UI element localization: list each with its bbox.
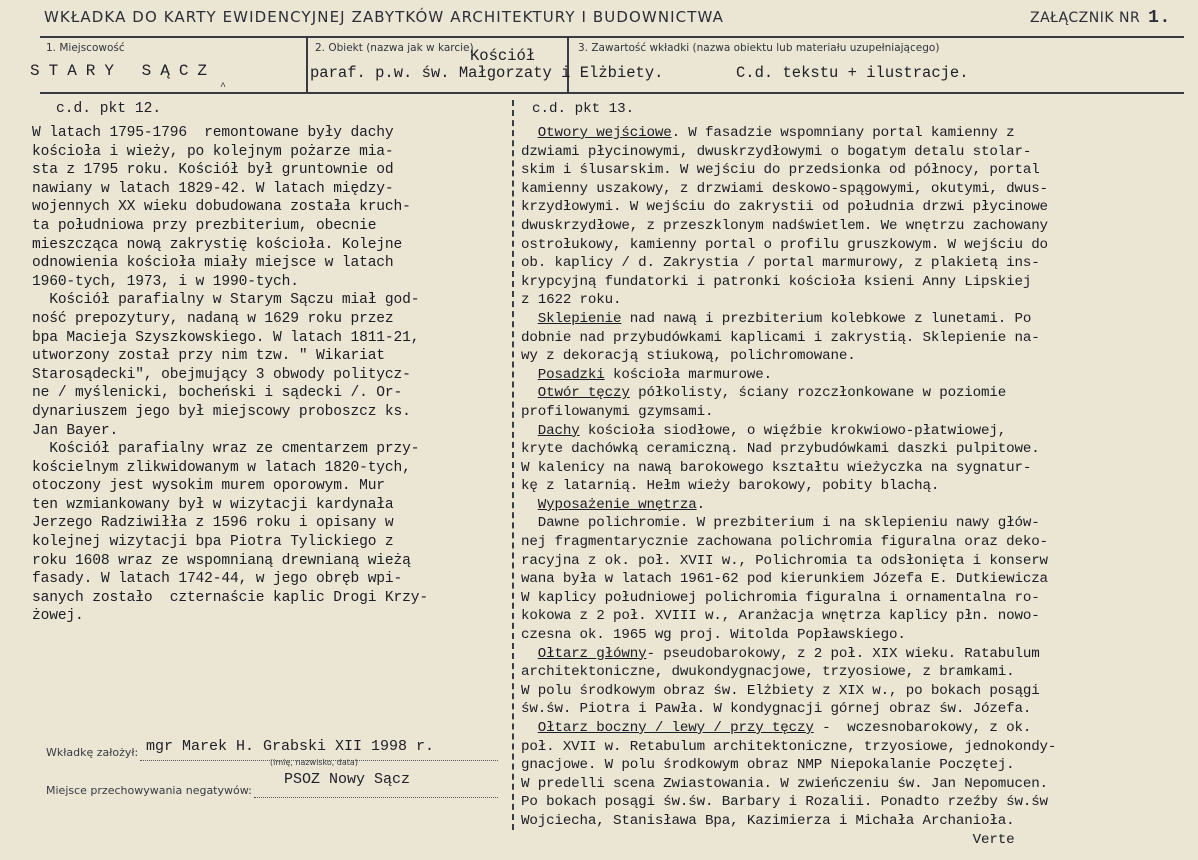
right-text-line: dzwiami płycinowymi, dwuskrzydłowymi o bogatym detalu stolar- <box>521 143 1032 160</box>
annex-label-text: ZAŁĄCZNIK NR <box>1030 10 1141 26</box>
right-text-line: Sklepienie nad nawą i prezbiterium kolebkowe z lunetami. Po <box>537 310 1032 327</box>
section-heading: Wyposażenie wnętrza <box>537 496 697 513</box>
right-text-line: wana była w latach 1961-62 pod kierunkiem Józefa E. Dutkiewicza <box>521 571 1048 588</box>
left-text-line: nawiany w latach 1829-42. W latach między- <box>32 180 394 197</box>
left-text-line: Kościół parafialny w Starym Sączu miał god- <box>32 292 420 309</box>
right-text-line: św.św. Piotra i Pawła. W kondygnacji górnej obraz św. Józefa. <box>521 701 1032 718</box>
left-text-line: wojennych XX wieku dobudowana została kruch- <box>32 199 411 216</box>
left-text-line: utworzony został przy nim tzw. " Wikariat <box>32 348 385 365</box>
right-text-line: Otwór tęczy półkolisty, ściany rozczłonkowane w poziomie <box>537 385 1007 402</box>
card-title: WKŁADKA DO KARTY EWIDENCYJNEJ ZABYTKÓW ARCHITEKTURY I BUDOWNICTWA <box>44 8 724 26</box>
author-label: Wkładkę założył: <box>46 746 139 759</box>
right-text-line: skim i ślusarskim. W wejściu do przedsionka od północy, portal <box>521 162 1040 179</box>
right-text-line: Ołtarz boczny / lewy / przy tęczy - wczesnobarokowy, z ok. <box>537 720 1032 736</box>
object-label: 2. Obiekt (nazwa jak w karcie) <box>315 42 474 54</box>
right-text-line: architektoniczne, dwukondygnacjowe, trzyosiowe, z bramkami. <box>521 664 1015 681</box>
location-label: 1. Miejscowość <box>46 42 125 54</box>
right-text-line: W kalenicy na nawą barokowego kształtu wieżyczka na sygnatur- <box>521 459 1032 476</box>
author-hint: (imię, nazwisko, data) <box>270 758 358 767</box>
section-heading: Ołtarz boczny / lewy / przy tęczy <box>537 720 814 736</box>
left-text-line: kolejnej wizytacji bpa Piotra Tylickiego z <box>32 534 394 551</box>
location-value: STARY SĄCZ <box>30 62 217 80</box>
right-text-line: dwuskrzydłowe, z przeszklonym nadświetlem. We wnętrzu zachowany <box>521 217 1048 234</box>
right-text-line: z 1622 roku. <box>521 292 622 309</box>
right-text-line: wy z dekoracją stiukową, polichromowane. <box>521 348 856 365</box>
left-heading: c.d. pkt 12. <box>56 101 162 117</box>
right-text-line: Otwory wejściowe. W fasadzie wspomniany portal kamienny z <box>537 125 1015 141</box>
right-text-line: kryte dachówką ceramiczną. Nad przybudówkami daszki pulpitowe. <box>521 441 1040 458</box>
left-text-line: Jan Bayer. <box>32 422 119 439</box>
right-text-line: kę z latarnią. Hełm wieży barokowy, pobity blachą. <box>521 478 940 495</box>
left-text-line: roku 1608 wraz ze wspomnianą drewnianą wieżą <box>32 552 411 569</box>
left-text-line: Kościół parafialny wraz ze cmentarzem przy- <box>32 441 420 458</box>
right-text-line: krzydłowymi. W wejściu do zakrystii od południa drzwi płycinowe <box>521 199 1048 216</box>
left-text-line: fasady. W latach 1742-44, w jego obręb wpi- <box>32 571 403 588</box>
right-text-line: poł. XVII w. Retabulum architektoniczne, trzyosiowe, jednokondy- <box>521 738 1057 755</box>
left-text-line: odnowienia kościoła miały miejsce w latach <box>32 255 394 272</box>
right-text-line: Wyposażenie wnętrza. <box>537 496 706 513</box>
right-text-line: kamienny uszakowy, z drzwiami deskowo-spągowymi, okutymi, dwus- <box>521 180 1048 197</box>
right-text-line: racyjna z ok. poł. XVII w., Polichromia ta odsłonięta i konserw <box>521 552 1048 569</box>
right-text-line: Posadzki kościoła marmurowe. <box>537 366 772 383</box>
section-heading: Ołtarz główny <box>537 645 647 662</box>
left-text-line: Starosądecki", obejmujący 3 obwody politycz- <box>32 366 411 383</box>
right-text-line: W kaplicy południowej polichromia figuralna i ornamentalna ro- <box>521 589 1040 606</box>
left-text-line: ten wzmiankowany był w wizytacji kardynała <box>32 496 394 513</box>
left-text-line: ta południowa przy prezbiterium, obecnie <box>32 217 377 234</box>
right-text-line: Po bokach posągi św.św. Barbary i Rozalii. Ponadto rzeźby św.św <box>521 794 1048 811</box>
right-text-line: gnacjowe. W polu środkowym obraz NMP Niepokalanie Poczętej. <box>521 757 1015 774</box>
header-rule-bottom <box>40 92 1184 94</box>
left-text-line: ne / myślenicki, bocheński i sądecki /. Or- <box>32 385 403 402</box>
contents-value: C.d. tekstu + ilustracje. <box>736 64 969 82</box>
left-text-line: mieszcząca nową zakrystię kościoła. Kolejne <box>32 236 403 253</box>
storage-label: Miejsce przechowywania negatywów: <box>46 784 252 797</box>
right-text-line: ob. kaplicy / d. Zakrystia / portal marmurowy, z plakietą ins- <box>521 255 1040 272</box>
contents-label: 3. Zawartość wkładki (nazwa obiektu lub materiału uzupełniającego) <box>578 42 940 54</box>
right-text-line: Dawne polichromie. W prezbiterium i na sklepieniu nawy głów- <box>521 515 1040 532</box>
right-text-line: Verte <box>521 831 1015 848</box>
left-text-line: sta z 1795 roku. Kościół był gruntownie od <box>32 162 394 179</box>
section-heading: Otwory wejściowe <box>537 125 672 141</box>
right-text-line: W predelli scena Zwiastowania. W zwieńczeniu św. Jan Nepomucen. <box>521 775 1048 792</box>
object-value-line2: paraf. p.w. św. Małgorzaty i Elżbiety. <box>310 64 664 82</box>
section-heading: Otwór tęczy <box>537 385 630 402</box>
location-caret-mark: ^ <box>220 82 227 93</box>
storage-value: PSOZ Nowy Sącz <box>284 771 411 788</box>
column-divider <box>512 100 514 830</box>
annex-number: 1. <box>1148 8 1171 28</box>
left-text-line: dynariuszem jego był miejscowy proboszcz ks. <box>32 403 411 420</box>
left-text-line: otoczony jest wysokim murem oporowym. Mur <box>32 478 385 495</box>
left-text-line: W latach 1795-1796 remontowane były dachy <box>32 125 394 141</box>
right-text-line: czesna ok. 1965 wg proj. Witolda Popławskiego. <box>521 627 906 644</box>
right-text-line: Wojciecha, Stanisława Bpa, Kazimierza i Michała Archanioła. <box>521 812 1015 829</box>
left-text-line: ność prepozytury, nadaną w 1629 roku przez <box>32 310 394 327</box>
right-text-line: nej fragmentarycznie zachowana polichromia figuralna oraz deko- <box>521 534 1048 551</box>
field-divider-1 <box>306 36 308 93</box>
right-text-line: W polu środkowym obraz św. Elżbiety z XIX w., po bokach posągi <box>521 682 1040 699</box>
storage-dotline <box>254 797 498 798</box>
left-text-line: Jerzego Radziwiłła z 1596 roku i opisany w <box>32 515 394 532</box>
right-text-line: dobnie nad przybudówkami kaplicami i zakrystią. Sklepienie na- <box>521 329 1040 346</box>
right-heading: c.d. pkt 13. <box>532 101 635 117</box>
right-column-text <box>521 124 1056 849</box>
right-text-line: krypcyjną fundatorki i patronki kościoła ksieni Anny Lipskiej <box>521 273 1032 290</box>
right-text-line: kokowa z 2 poł. XVIII w., Aranżacja wnętrza kaplicy płn. nowo- <box>521 608 1040 625</box>
left-text-line: kościelnym zlikwidowanym w latach 1820-tych, <box>32 459 411 476</box>
section-heading: Posadzki <box>537 366 605 383</box>
left-column-text <box>32 124 428 626</box>
right-text-line: Ołtarz główny- pseudobarokowy, z 2 poł. XIX wieku. Ratabulum <box>537 645 1040 662</box>
left-text-line: żowej. <box>32 608 84 625</box>
section-heading: Sklepienie <box>537 310 622 327</box>
annex-label <box>1030 8 1171 28</box>
right-text-line: Dachy kościoła siodłowe, o więźbie krokwiowo-płatwiowej, <box>537 422 1007 439</box>
author-value: mgr Marek H. Grabski XII 1998 r. <box>146 738 435 755</box>
left-text-line: 1960-tych, 1973, i w 1990-tych. <box>32 273 299 290</box>
right-text-line: profilowanymi gzymsami. <box>521 403 714 420</box>
left-text-line: bpa Macieja Szyszkowskiego. W latach 1811-21, <box>32 329 420 346</box>
left-text-line: sanych zostało czternaście kaplic Drogi Krzy- <box>32 589 428 606</box>
object-value-line1: Kościół <box>470 47 536 65</box>
header-rule-top <box>40 36 1184 38</box>
right-text-line: ostrołukowy, kamienny portal o profilu gruszkowym. W wejściu do <box>521 236 1048 253</box>
section-heading: Dachy <box>537 422 580 439</box>
left-text-line: kościoła i wieży, po kolejnym pożarze mia- <box>32 143 394 160</box>
